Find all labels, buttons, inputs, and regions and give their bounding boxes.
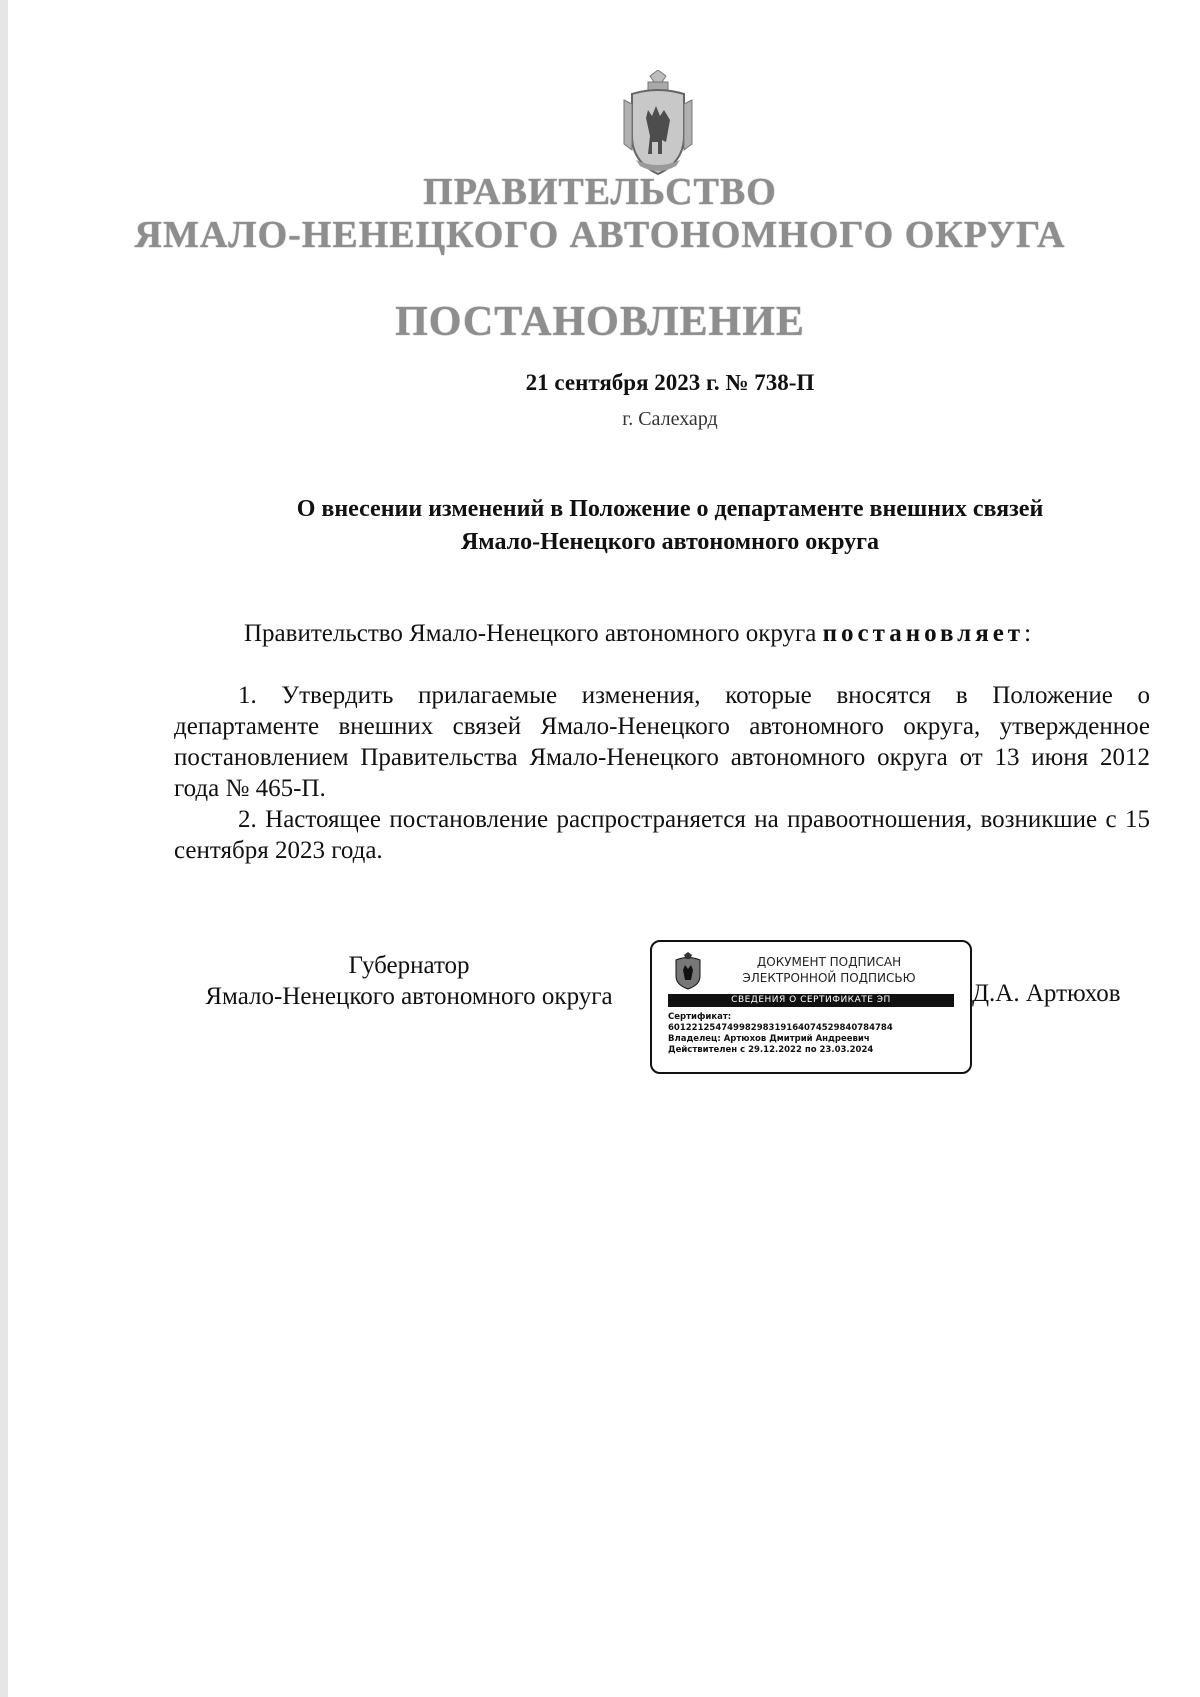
paragraph-1: 1. Утвердить прилагаемые изменения, которые вносятся в Положение о департаменте внешних связей Ямало-Ненецкого автономного округа, утвержденное постановлением Правительства Ямало-Ненецкого автономного округа от 13 июня 2012 года № 465-П. <box>174 682 1150 802</box>
certificate-validity: Действителен с 29.12.2022 по 23.03.2024 <box>668 1045 874 1055</box>
document-date-number: 21 сентября 2023 г. № 738-П <box>525 370 815 395</box>
signatory-position <box>174 950 644 1012</box>
stamp-heading-line2: ЭЛЕКТРОННОЙ ПОДПИСЬЮ <box>742 971 916 985</box>
intro-end: : <box>1024 620 1032 647</box>
electronic-signature-stamp <box>650 940 972 1074</box>
subject-line2: Ямало-Ненецкого автономного округа <box>460 529 880 555</box>
intro-emphasis: постановляет <box>822 620 1025 647</box>
coat-of-arms-icon <box>672 952 704 990</box>
signatory-position-line1: Губернатор <box>348 952 470 979</box>
certificate-owner: Владелец: Артюхов Дмитрий Андреевич <box>668 1034 870 1044</box>
document-city: г. Салехард <box>622 408 718 430</box>
paragraph-2: 2. Настоящее постановление распространяется на правоотношения, возникшие с 15 сентября 2023 года. <box>174 806 1150 864</box>
stamp-certificate-bar: СВЕДЕНИЯ О СЕРТИФИКАТЕ ЭП <box>668 994 954 1007</box>
government-title-line2: ЯМАЛО-НЕНЕЦКОГО АВТОНОМНОГО ОКРУГА <box>134 214 1066 256</box>
document-type-title: ПОСТАНОВЛЕНИЕ <box>395 299 805 345</box>
stamp-heading-line1: ДОКУМЕНТ ПОДПИСАН <box>756 955 902 969</box>
signatory-name: Д.А. Артюхов <box>972 980 1121 1007</box>
intro-text: Правительство Ямало-Ненецкого автономного округа <box>244 620 823 647</box>
certificate-number: 60122125474998298319164074529840784784 <box>668 1023 893 1033</box>
subject-line1: О внесении изменений в Положение о департаменте внешних связей <box>296 496 1044 522</box>
stamp-certificate-info <box>668 1012 958 1056</box>
certificate-label: Сертификат: <box>668 1012 732 1022</box>
stamp-heading <box>714 954 944 986</box>
signatory-position-line2: Ямало-Ненецкого автономного округа <box>205 983 613 1010</box>
coat-of-arms-icon <box>622 70 694 178</box>
government-title-line1: ПРАВИТЕЛЬСТВО <box>423 171 777 213</box>
resolution-intro <box>174 618 1150 649</box>
document-subject <box>175 493 1165 559</box>
